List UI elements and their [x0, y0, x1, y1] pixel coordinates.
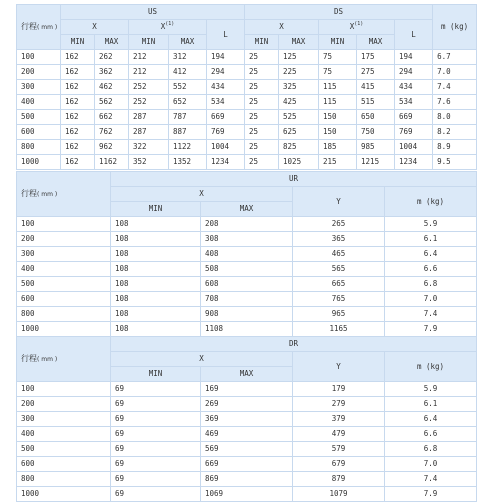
table-row — [17, 95, 477, 110]
table-cell: 352 — [129, 155, 169, 170]
min-header: MIN — [319, 35, 357, 50]
ds-x-header: X — [245, 20, 319, 35]
table-row — [17, 307, 477, 322]
min-header: MIN — [111, 202, 201, 217]
table-cell: 100 — [17, 50, 61, 65]
table-cell: 162 — [61, 50, 95, 65]
table-row — [17, 412, 477, 427]
table-cell: 500 — [17, 442, 111, 457]
ds-x2-header: $X^{(1)}$ — [319, 20, 395, 35]
min-header: MIN — [129, 35, 169, 50]
table-cell: 908 — [201, 307, 293, 322]
stroke-label: 行程 — [21, 22, 37, 31]
table-row — [17, 472, 477, 487]
table-cell: 9.5 — [433, 155, 477, 170]
ur-x-header: X — [111, 187, 293, 202]
table-cell: 1004 — [207, 140, 245, 155]
table-cell: 534 — [395, 95, 433, 110]
table-cell: 600 — [17, 125, 61, 140]
table-cell: 1165 — [293, 322, 385, 337]
table-cell: 6.8 — [385, 277, 477, 292]
table-cell: 208 — [201, 217, 293, 232]
table-cell: 965 — [293, 307, 385, 322]
table-cell: 800 — [17, 307, 111, 322]
footnote-marker: (1) — [165, 21, 175, 28]
table-cell: 1234 — [395, 155, 433, 170]
table-cell: 308 — [201, 232, 293, 247]
table-cell: 7.4 — [385, 307, 477, 322]
table-cell: 179 — [293, 382, 385, 397]
table-cell: 400 — [17, 95, 61, 110]
table-cell: 1000 — [17, 155, 61, 170]
table-cell: 300 — [17, 80, 61, 95]
min-header: MIN — [111, 367, 201, 382]
table-cell: 434 — [207, 80, 245, 95]
table-cell: 525 — [279, 110, 319, 125]
stroke-label: 行程 — [21, 354, 37, 363]
us-ds-table-body — [17, 50, 477, 170]
table-cell: 7.6 — [433, 95, 477, 110]
table-cell: 7.0 — [433, 65, 477, 80]
ds-l-header: L — [395, 20, 433, 50]
table-cell: 5.9 — [385, 217, 477, 232]
table-cell: 185 — [319, 140, 357, 155]
table-cell: 800 — [17, 472, 111, 487]
table-row — [17, 110, 477, 125]
table-cell: 400 — [17, 262, 111, 277]
us-l-header: L — [207, 20, 245, 50]
table-cell: 25 — [245, 140, 279, 155]
table-cell: 5.9 — [385, 382, 477, 397]
table-cell: 275 — [357, 65, 395, 80]
table-cell: 169 — [201, 382, 293, 397]
table-cell: 600 — [17, 292, 111, 307]
table-cell: 1079 — [293, 487, 385, 502]
table-cell: 108 — [111, 322, 201, 337]
table-cell: 162 — [61, 110, 95, 125]
footnote-marker: (1) — [354, 21, 364, 28]
table-cell: 25 — [245, 125, 279, 140]
dr-x-header: X — [111, 352, 293, 367]
table-row — [17, 125, 477, 140]
table-cell: 175 — [357, 50, 395, 65]
ur-rows — [17, 217, 477, 337]
table-cell: 408 — [201, 247, 293, 262]
table-cell: 7.9 — [385, 487, 477, 502]
table-cell: 25 — [245, 65, 279, 80]
ur-mass-header: m (kg) — [385, 187, 477, 217]
table-cell: 6.6 — [385, 262, 477, 277]
table-row — [17, 80, 477, 95]
table-cell: 162 — [61, 65, 95, 80]
table-cell: 322 — [129, 140, 169, 155]
table-row — [17, 217, 477, 232]
table-cell: 25 — [245, 155, 279, 170]
table-cell: 162 — [61, 95, 95, 110]
table-cell: 200 — [17, 232, 111, 247]
table-cell: 8.2 — [433, 125, 477, 140]
table-cell: 552 — [169, 80, 207, 95]
table-cell: 708 — [201, 292, 293, 307]
table-header-row — [17, 5, 477, 20]
table-cell: 69 — [111, 472, 201, 487]
table-cell: 69 — [111, 397, 201, 412]
table-cell: 562 — [95, 95, 129, 110]
table-cell: 769 — [207, 125, 245, 140]
table-cell: 69 — [111, 487, 201, 502]
table-cell: 194 — [395, 50, 433, 65]
table-cell: 287 — [129, 125, 169, 140]
table-row — [17, 292, 477, 307]
table-cell: 800 — [17, 140, 61, 155]
dr-rows — [17, 382, 477, 502]
table-row — [17, 382, 477, 397]
table-cell: 650 — [357, 110, 395, 125]
table-cell: 269 — [201, 397, 293, 412]
stroke-unit: ( mm ) — [37, 191, 58, 198]
table-cell: 425 — [279, 95, 319, 110]
table-row — [17, 140, 477, 155]
table-cell: 162 — [61, 80, 95, 95]
table-cell: 7.0 — [385, 292, 477, 307]
table-cell: 115 — [319, 95, 357, 110]
table-cell: 6.1 — [385, 232, 477, 247]
table-cell: 69 — [111, 412, 201, 427]
table-row — [17, 322, 477, 337]
table-cell: 279 — [293, 397, 385, 412]
table-cell: 162 — [61, 125, 95, 140]
max-header: MAX — [279, 35, 319, 50]
table-cell: 534 — [207, 95, 245, 110]
table-cell: 665 — [293, 277, 385, 292]
ur-title: UR — [111, 172, 477, 187]
table-cell: 1162 — [95, 155, 129, 170]
table-cell: 6.6 — [385, 427, 477, 442]
table-cell: 75 — [319, 50, 357, 65]
table-cell: 108 — [111, 277, 201, 292]
table-cell: 6.4 — [385, 412, 477, 427]
table-row — [17, 442, 477, 457]
table-cell: 1000 — [17, 322, 111, 337]
table-cell: 25 — [245, 110, 279, 125]
us-ds-spec-table — [16, 4, 477, 170]
ur-dr-table-body — [17, 172, 477, 217]
table-cell: 7.9 — [385, 322, 477, 337]
table-row — [17, 155, 477, 170]
table-cell: 1108 — [201, 322, 293, 337]
us-x2-header: $X^{(1)}$ — [129, 20, 207, 35]
ds-group-header: DS — [245, 5, 433, 20]
dr-y-header: Y — [293, 352, 385, 382]
us-x-header: X — [61, 20, 129, 35]
table-cell: 765 — [293, 292, 385, 307]
table-row — [17, 457, 477, 472]
table-cell: 625 — [279, 125, 319, 140]
table-cell: 1069 — [201, 487, 293, 502]
table-cell: 769 — [395, 125, 433, 140]
table-cell: 200 — [17, 65, 61, 80]
table-cell: 25 — [245, 80, 279, 95]
table-row — [17, 262, 477, 277]
table-cell: 194 — [207, 50, 245, 65]
table-cell: 325 — [279, 80, 319, 95]
table-cell: 412 — [169, 65, 207, 80]
table-cell: 679 — [293, 457, 385, 472]
table-header-row — [17, 337, 477, 352]
table-cell: 608 — [201, 277, 293, 292]
table-cell: 6.1 — [385, 397, 477, 412]
table-cell: 962 — [95, 140, 129, 155]
min-header: MIN — [61, 35, 95, 50]
table-cell: 565 — [293, 262, 385, 277]
table-cell: 100 — [17, 217, 111, 232]
table-cell: 225 — [279, 65, 319, 80]
table-cell: 1234 — [207, 155, 245, 170]
table-cell: 434 — [395, 80, 433, 95]
dr-header-section — [17, 337, 477, 382]
min-header: MIN — [245, 35, 279, 50]
table-cell: 294 — [395, 65, 433, 80]
table-cell: 879 — [293, 472, 385, 487]
table-cell: 379 — [293, 412, 385, 427]
table-header-row — [17, 20, 477, 35]
table-cell: 300 — [17, 412, 111, 427]
table-cell: 600 — [17, 457, 111, 472]
table-cell: 162 — [61, 155, 95, 170]
table-cell: 369 — [201, 412, 293, 427]
dr-stroke-header — [17, 337, 111, 382]
ur-stroke-header — [17, 172, 111, 217]
table-cell: 287 — [129, 110, 169, 125]
max-header: MAX — [201, 367, 293, 382]
table-cell: 7.0 — [385, 457, 477, 472]
max-header: MAX — [201, 202, 293, 217]
table-cell: 108 — [111, 232, 201, 247]
table-cell: 150 — [319, 110, 357, 125]
stroke-unit: ( mm ) — [37, 24, 58, 31]
table-cell: 825 — [279, 140, 319, 155]
table-cell: 100 — [17, 382, 111, 397]
table-cell: 479 — [293, 427, 385, 442]
table-cell: 75 — [319, 65, 357, 80]
us-group-header: US — [61, 5, 245, 20]
stroke-unit: ( mm ) — [37, 356, 58, 363]
dr-mass-header: m (kg) — [385, 352, 477, 382]
table-row — [17, 277, 477, 292]
table-row — [17, 397, 477, 412]
table-cell: 400 — [17, 427, 111, 442]
table-cell: 6.4 — [385, 247, 477, 262]
table-cell: 515 — [357, 95, 395, 110]
table-cell: 215 — [319, 155, 357, 170]
table-cell: 294 — [207, 65, 245, 80]
table-cell: 662 — [95, 110, 129, 125]
dr-title: DR — [111, 337, 477, 352]
table-cell: 7.4 — [433, 80, 477, 95]
table-cell: 462 — [95, 80, 129, 95]
table-row — [17, 65, 477, 80]
table-cell: 1122 — [169, 140, 207, 155]
table-cell: 125 — [279, 50, 319, 65]
table-cell: 265 — [293, 217, 385, 232]
max-header: MAX — [357, 35, 395, 50]
table-cell: 1025 — [279, 155, 319, 170]
table-cell: 108 — [111, 292, 201, 307]
table-cell: 115 — [319, 80, 357, 95]
table-cell: 579 — [293, 442, 385, 457]
table-cell: 8.9 — [433, 140, 477, 155]
table-cell: 200 — [17, 397, 111, 412]
table-cell: 762 — [95, 125, 129, 140]
table-cell: 6.8 — [385, 442, 477, 457]
table-cell: 69 — [111, 427, 201, 442]
table-cell: 312 — [169, 50, 207, 65]
table-cell: 6.7 — [433, 50, 477, 65]
ur-y-header: Y — [293, 187, 385, 217]
table-cell: 69 — [111, 457, 201, 472]
max-header: MAX — [95, 35, 129, 50]
table-header-row — [17, 172, 477, 187]
table-cell: 500 — [17, 277, 111, 292]
table-cell: 8.0 — [433, 110, 477, 125]
table-cell: 300 — [17, 247, 111, 262]
table-cell: 25 — [245, 95, 279, 110]
table-cell: 25 — [245, 50, 279, 65]
table-cell: 212 — [129, 65, 169, 80]
table-cell: 750 — [357, 125, 395, 140]
table-cell: 69 — [111, 382, 201, 397]
table-cell: 569 — [201, 442, 293, 457]
table-cell: 652 — [169, 95, 207, 110]
table-cell: 108 — [111, 247, 201, 262]
table-cell: 69 — [111, 442, 201, 457]
table-row — [17, 232, 477, 247]
table-cell: 469 — [201, 427, 293, 442]
table-cell: 500 — [17, 110, 61, 125]
mass-header: m (kg) — [433, 5, 477, 50]
table-cell: 7.4 — [385, 472, 477, 487]
table-cell: 150 — [319, 125, 357, 140]
table-cell: 362 — [95, 65, 129, 80]
table-row — [17, 247, 477, 262]
table-cell: 787 — [169, 110, 207, 125]
stroke-header — [17, 5, 61, 50]
table-row — [17, 50, 477, 65]
stroke-label: 行程 — [21, 189, 37, 198]
table-cell: 985 — [357, 140, 395, 155]
table-cell: 1000 — [17, 487, 111, 502]
table-cell: 262 — [95, 50, 129, 65]
table-cell: 365 — [293, 232, 385, 247]
table-cell: 162 — [61, 140, 95, 155]
table-cell: 108 — [111, 262, 201, 277]
table-row — [17, 487, 477, 502]
table-cell: 252 — [129, 80, 169, 95]
table-cell: 465 — [293, 247, 385, 262]
table-row — [17, 427, 477, 442]
max-header: MAX — [169, 35, 207, 50]
table-cell: 869 — [201, 472, 293, 487]
table-cell: 669 — [207, 110, 245, 125]
table-cell: 887 — [169, 125, 207, 140]
table-cell: 108 — [111, 217, 201, 232]
table-cell: 415 — [357, 80, 395, 95]
table-cell: 669 — [201, 457, 293, 472]
table-cell: 1215 — [357, 155, 395, 170]
ur-dr-spec-table — [16, 171, 477, 502]
table-cell: 252 — [129, 95, 169, 110]
table-cell: 1004 — [395, 140, 433, 155]
table-cell: 1352 — [169, 155, 207, 170]
table-cell: 108 — [111, 307, 201, 322]
table-cell: 212 — [129, 50, 169, 65]
table-cell: 669 — [395, 110, 433, 125]
table-cell: 508 — [201, 262, 293, 277]
